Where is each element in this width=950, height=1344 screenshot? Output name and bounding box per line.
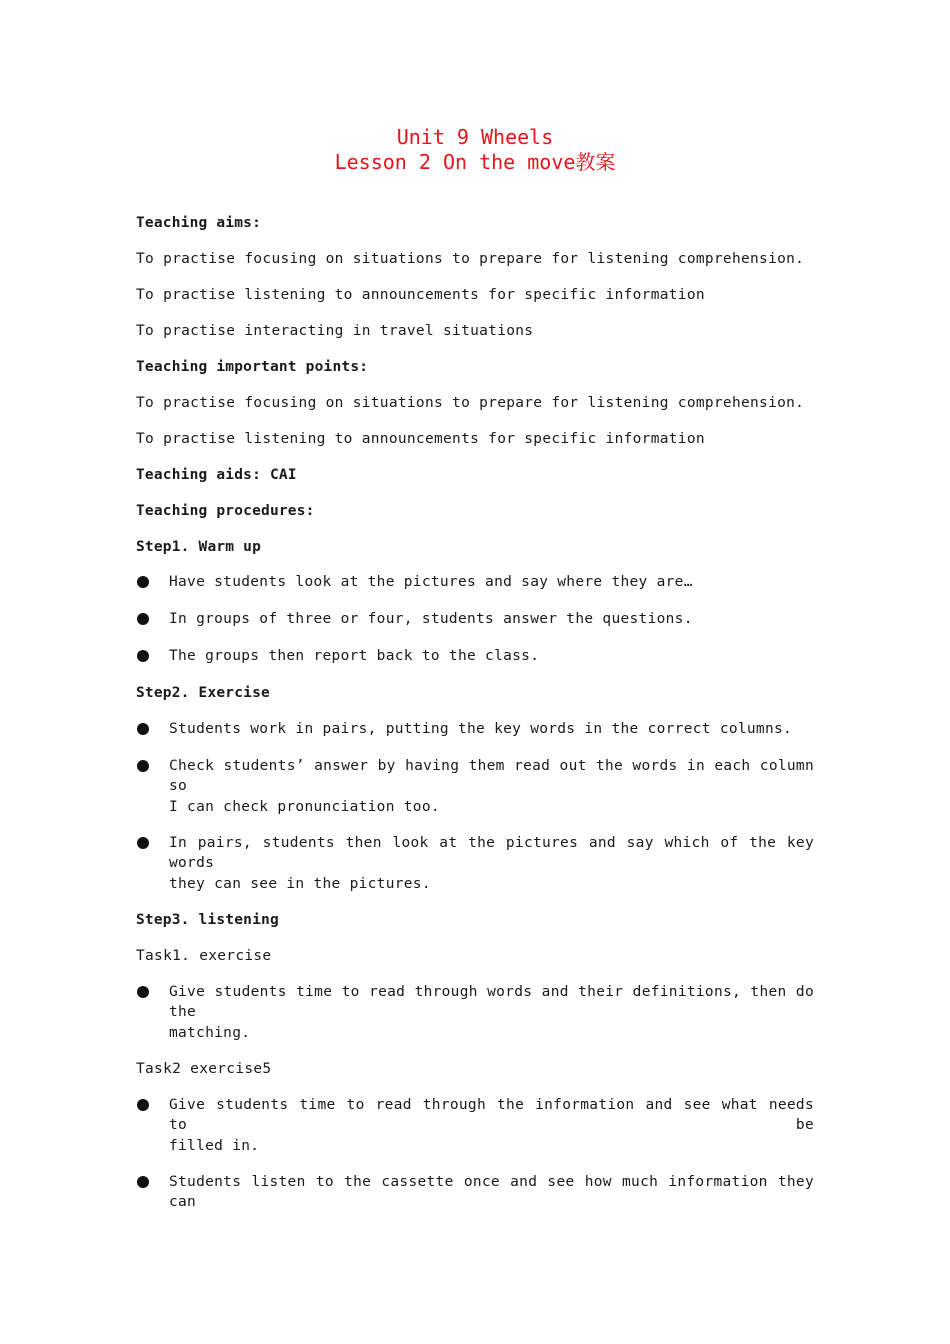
- bullet-icon: [137, 837, 149, 849]
- step2-bullet: Students work in pairs, putting the key words in the correct columns.: [169, 721, 793, 737]
- task1-label: Task1. exercise: [136, 948, 272, 964]
- important-point-item: To practise listening to announcements for specific information: [136, 431, 705, 447]
- teaching-aims-heading: Teaching aims:: [136, 215, 262, 231]
- task1-bullet: Give students time to read through words and their definitions, then do the: [169, 984, 814, 1020]
- bullet-icon: [137, 760, 149, 772]
- bullet-icon: [137, 986, 149, 998]
- bullet-icon: [137, 1099, 149, 1111]
- aim-item: To practise focusing on situations to prepare for listening comprehension.: [136, 251, 805, 267]
- bullet-icon: [137, 723, 149, 735]
- step2-bullet: In pairs, students then look at the pictures and say which of the key words: [169, 835, 814, 871]
- step2-bullet-continuation: I can check pronunciation too.: [169, 799, 440, 815]
- step1-bullet: In groups of three or four, students answer the questions.: [169, 611, 693, 627]
- procedures-heading: Teaching procedures:: [136, 503, 315, 519]
- task2-label: Task2 exercise5: [136, 1061, 272, 1077]
- step2-bullet: Check students’ answer by having them read out the words in each column so: [169, 758, 814, 794]
- important-point-item: To practise focusing on situations to prepare for listening comprehension.: [136, 395, 805, 411]
- step1-bullet: Have students look at the pictures and say where they are…: [169, 574, 693, 590]
- bullet-icon: [137, 613, 149, 625]
- step2-bullet-continuation: they can see in the pictures.: [169, 876, 431, 892]
- document-subtitle: Lesson 2 On the move教案: [334, 150, 616, 174]
- step1-heading: Step1. Warm up: [136, 539, 262, 555]
- aim-item: To practise listening to announcements for specific information: [136, 287, 705, 303]
- task2-bullet: Give students time to read through the information and see what needs to be: [169, 1097, 814, 1133]
- step2-heading: Step2. Exercise: [136, 685, 270, 701]
- important-points-heading: Teaching important points:: [136, 359, 369, 375]
- bullet-icon: [137, 576, 149, 588]
- document-title: Unit 9 Wheels: [396, 125, 554, 149]
- teaching-aids: Teaching aids: CAI: [136, 467, 297, 483]
- aim-item: To practise interacting in travel situations: [136, 323, 534, 339]
- task2-bullet: Students listen to the cassette once and see how much information they can: [169, 1174, 814, 1210]
- task2-bullet-continuation: filled in.: [169, 1138, 260, 1154]
- bullet-icon: [137, 650, 149, 662]
- step1-bullet: The groups then report back to the class.: [169, 648, 540, 664]
- step3-heading: Step3. listening: [136, 912, 279, 928]
- bullet-icon: [137, 1176, 149, 1188]
- task1-bullet-continuation: matching.: [169, 1025, 251, 1041]
